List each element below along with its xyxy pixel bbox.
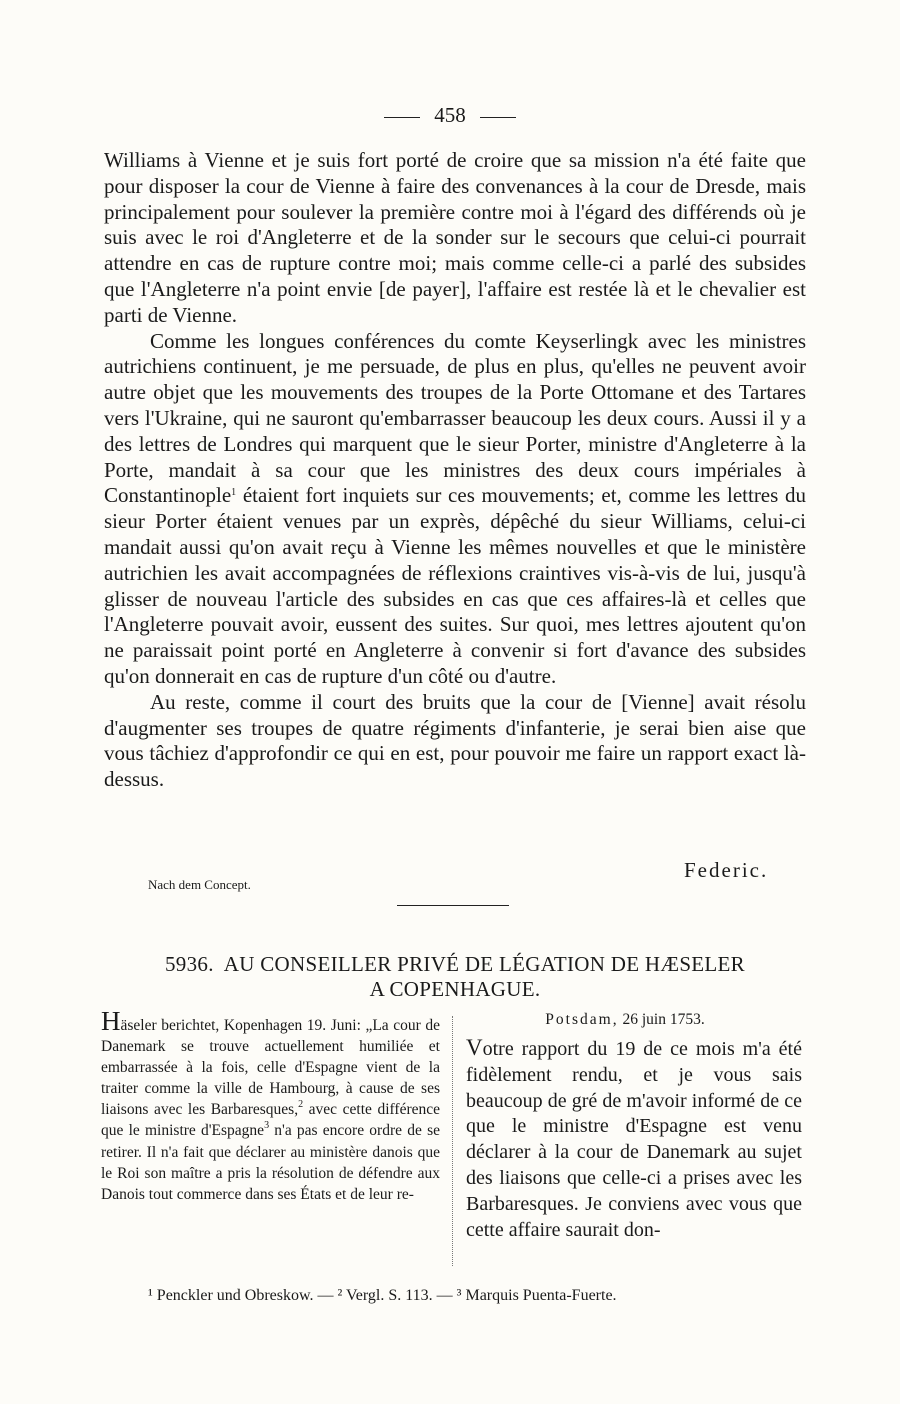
column-divider	[452, 1016, 453, 1266]
letter-body	[466, 1035, 802, 1243]
header-dash-right	[480, 117, 516, 118]
footnote-ref-2: 2	[298, 1099, 304, 1111]
summary-part-c: n'a pas encore ordre de se retirer. Il n'a fait que déclarer au ministère danois que le Roi son maître a pris la résolution de défendre aux Danois tout commerce dans ses États et de leur re-	[101, 1122, 440, 1203]
paragraph-1: Williams à Vienne et je suis fort porté de croire que sa mission n'a été faite que pour disposer la cour de Vienne à faire des convenances à la cour de Dresde, mais principalement pour soulever la première contre moi à l'égard des différends où je suis avec le roi d'Angleterre et de la sonder sur le secours que celui-ci pourrait attendre en cas de rupture contre moi; mais comme celle-ci a parlé des subsides que l'Angleterre n'a point envie [de payer], l'affaire est restée là et le chevalier est parti de Vienne.	[104, 148, 806, 327]
letter-dateline	[466, 1011, 784, 1029]
body-initial: V	[466, 1035, 483, 1060]
summary-part-a: äseler berichtet, Kopenhagen 19. Juni: „La cour de Danemark se trouve actuellement humiliée et embarrassée à la fois, celle d'Espagne vient de la traiter comme la ville de Hambourg, à cause de ses liaisons avec les Barbaresques,	[101, 1017, 440, 1119]
footnote-ref-1: 1	[231, 487, 237, 499]
paragraph-2-part-a: Comme les longues conférences du comte Keyserlingk avec les ministres autrichiens continuent, je me persuade, de plus en plus, qu'elles ne peuvent avoir autre objet que les mouvements des troupes de la Porte Ottomane et des Tartares vers l'Ukraine, qui ne sauront qu'embarrasser beaucoup les deux cours. Aussi il y a des lettres de Londres qui marquent que le sieur Porter, ministre d'Angleterre à la Porte, mandait à sa cour que les ministres des deux cours impériales à Constantinople	[104, 328, 806, 508]
summary-initial: H	[101, 1006, 121, 1036]
body-text: otre rapport du 19 de ce mois m'a été fidèlement rendu, et je vous sais beaucoup de gré de m'avoir informé de ce que le ministre d'Espagne est venu déclarer à la cour de Danemark au sujet des liaisons que celle-ci a prises avec les Barbaresques. Je conviens avec vous que cette affaire saurait don-	[466, 1038, 802, 1241]
paragraph-2	[104, 329, 806, 690]
section-rule	[397, 905, 509, 906]
report-summary	[101, 1006, 441, 1205]
footnotes: ¹ Penckler und Obreskow. — ² Vergl. S. 113. — ³ Marquis Puenta-Fuerte.	[148, 1287, 617, 1304]
source-note: Nach dem Concept.	[148, 877, 251, 892]
page-header	[0, 103, 900, 127]
paragraph-2-part-b: étaient fort inquiets sur ces mouvements; et, comme les lettres du sieur Porter étaient venues par un exprès, dépêché du sieur Williams, celui-ci mandait aussi qu'on avait reçu à Vienne les mêmes nouvelles et que le ministère autrichien les avait accompagnées de réflexions craintives vis-à-vis de lui, jusqu'à glisser de nouveau l'article des subsides en cas que ces affaires-là et celles que l'Angleterre pouvait avoir, eussent des suites. Sur quoi, mes lettres ajoutent qu'on ne paraissait point porté en Angleterre à convenir si fort d'avance des subsides qu'on donnerait en cas de rupture d'un côté ou d'autre.	[104, 483, 806, 688]
paragraph-3: Au reste, comme il court des bruits que la cour de [Vienne] avait résolu d'augmenter ses troupes de quatre régiments d'infanterie, je serai bien aise que vous tâchiez d'approfondir ce qui en est, pour pouvoir me faire un rapport exact là-dessus.	[104, 689, 806, 792]
footnote-ref-3: 3	[264, 1120, 270, 1132]
page-number: 458	[434, 103, 466, 127]
header-dash-left	[384, 117, 420, 118]
signature: Federic.	[684, 858, 769, 882]
letter-title	[104, 952, 806, 1002]
letter-title-line-1: AU CONSEILLER PRIVÉ DE LÉGATION DE HÆSELER	[223, 952, 745, 976]
letter-title-line-2: A COPENHAGUE.	[369, 977, 541, 1001]
date-place: Potsdam,	[545, 1011, 619, 1028]
summary-part-b: avec cette différence que le ministre d'Espagne	[101, 1101, 441, 1140]
main-text	[104, 148, 806, 793]
date-rest: 26 juin 1753.	[618, 1011, 705, 1028]
letter-number: 5936.	[165, 952, 214, 976]
